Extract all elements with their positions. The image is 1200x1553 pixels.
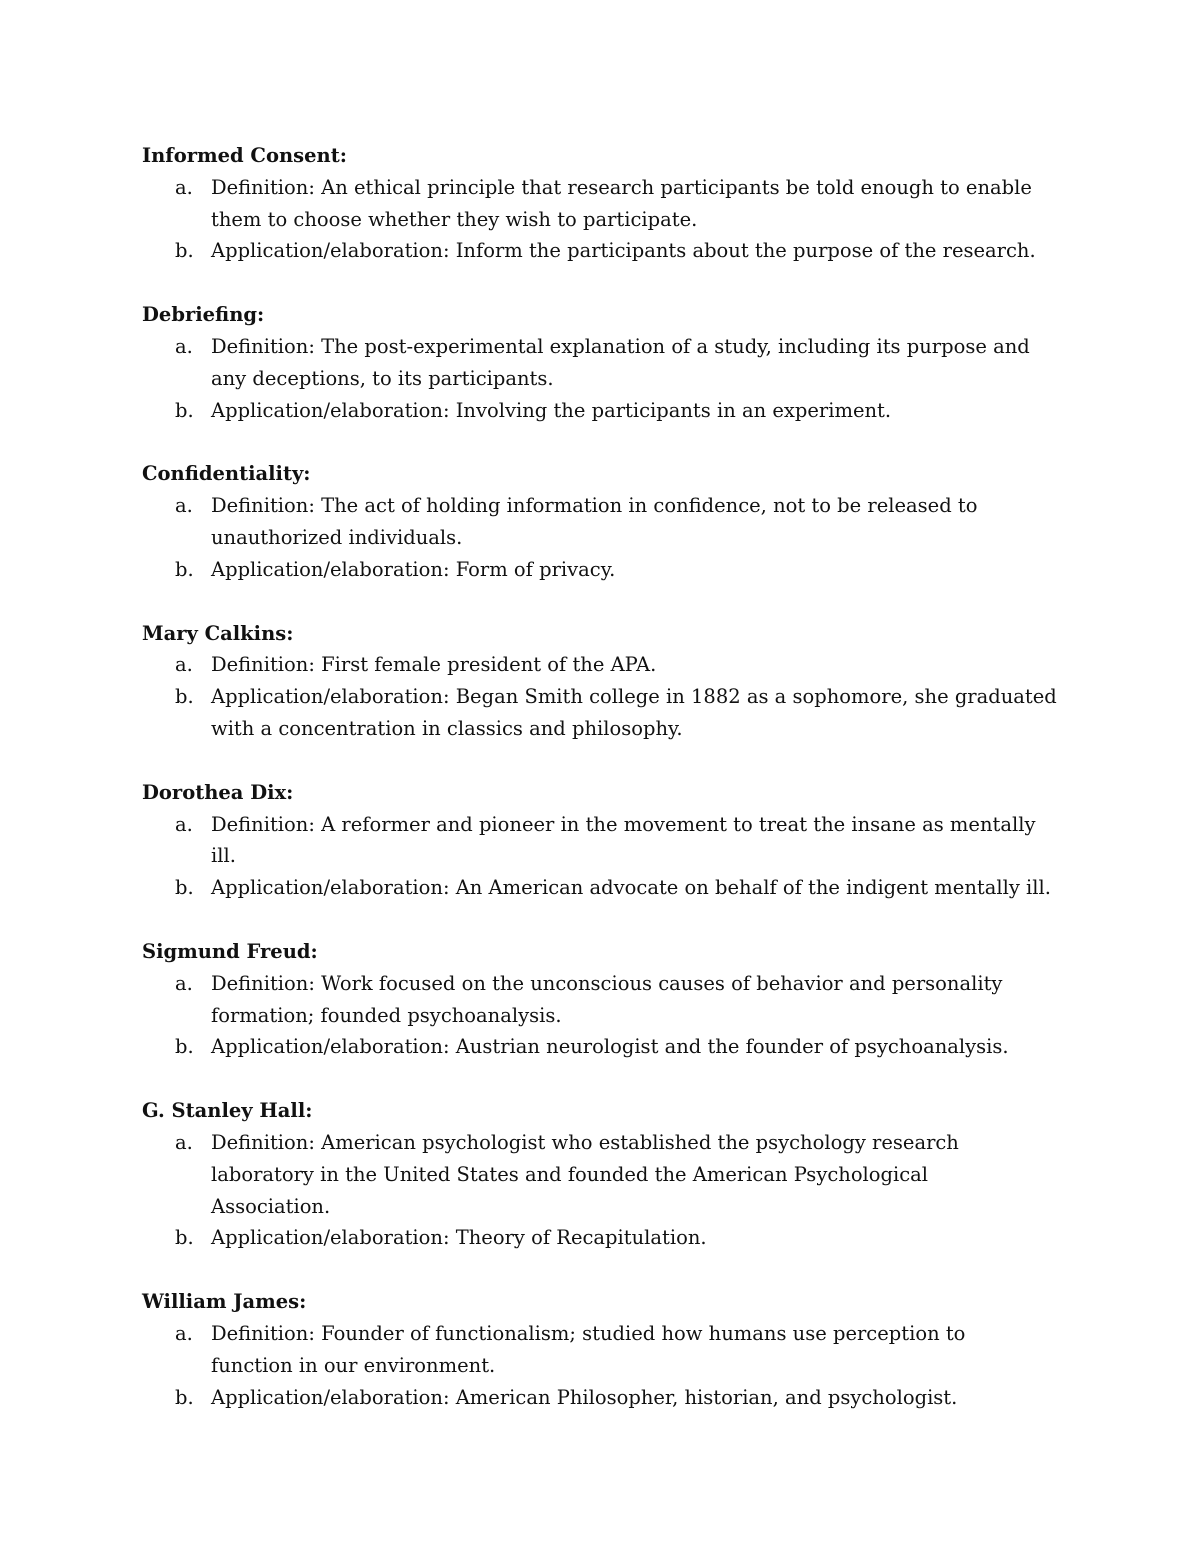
term-section — [142, 936, 1092, 1063]
list-marker: b. — [175, 685, 194, 709]
list-item — [142, 490, 1071, 554]
item-text-line: Definition: The act of holding information in confidence, not to be released to — [211, 494, 978, 518]
item-text-line: Application/elaboration: Austrian neurologist and the founder of psychoanalysis. — [211, 1035, 1009, 1059]
list-item — [142, 235, 1071, 267]
list-item — [142, 809, 1071, 873]
term-items — [142, 172, 1092, 267]
list-marker: b. — [175, 1035, 194, 1059]
list-item — [142, 681, 1071, 745]
item-text-line: them to choose whether they wish to participate. — [211, 207, 698, 231]
term-title: Dorothea Dix: — [142, 780, 294, 804]
term-title: Informed Consent: — [142, 144, 347, 167]
list-item — [142, 1382, 1071, 1414]
list-marker: b. — [175, 557, 194, 581]
item-text-line: with a concentration in classics and philosophy. — [211, 716, 683, 740]
list-marker: a. — [175, 1130, 193, 1154]
term-items — [142, 331, 1092, 426]
list-marker: a. — [175, 1321, 193, 1345]
list-item — [142, 872, 1071, 904]
term-items — [142, 649, 1092, 744]
item-text-line: formation; founded psychoanalysis. — [211, 1003, 562, 1027]
list-item — [142, 1127, 1071, 1222]
list-item — [142, 331, 1071, 395]
item-text-line: Definition: Work focused on the unconscious causes of behavior and personality — [211, 971, 1003, 995]
list-marker: a. — [175, 494, 193, 518]
item-text-line: Association. — [211, 1194, 331, 1218]
list-marker: b. — [175, 1385, 194, 1409]
list-marker: b. — [175, 239, 194, 263]
term-items — [142, 490, 1092, 585]
list-item — [142, 968, 1071, 1032]
term-title: Mary Calkins: — [142, 621, 294, 645]
item-text-line: ill. — [211, 844, 236, 868]
list-marker: b. — [175, 398, 194, 422]
term-title: Confidentiality: — [142, 462, 311, 486]
term-items — [142, 1127, 1092, 1254]
term-items — [142, 968, 1092, 1063]
item-text-line: Application/elaboration: Began Smith college in 1882 as a sophomore, she graduated — [211, 685, 1057, 709]
item-text-line: function in our environment. — [211, 1353, 496, 1377]
list-item — [142, 172, 1071, 236]
list-item — [142, 1318, 1071, 1382]
term-title: Sigmund Freud: — [142, 939, 318, 963]
term-section — [142, 458, 1092, 585]
term-title: G. Stanley Hall: — [142, 1099, 313, 1123]
list-item — [142, 1222, 1071, 1254]
list-marker: a. — [175, 334, 193, 358]
item-text-line: Application/elaboration: An American advocate on behalf of the indigent mentally ill. — [211, 876, 1051, 900]
list-marker: a. — [175, 812, 193, 836]
item-text-line: Application/elaboration: Form of privacy. — [211, 557, 616, 581]
list-item — [142, 1031, 1071, 1063]
item-text-line: Application/elaboration: American Philosopher, historian, and psychologist. — [211, 1385, 958, 1409]
term-items — [142, 1318, 1092, 1413]
list-item — [142, 649, 1071, 681]
list-item — [142, 554, 1071, 586]
item-text-line: Definition: A reformer and pioneer in the movement to treat the insane as mentally — [211, 812, 1036, 836]
term-section — [142, 618, 1092, 745]
list-marker: a. — [175, 971, 193, 995]
term-section — [142, 777, 1092, 904]
list-item — [142, 395, 1071, 427]
term-title: William James: — [142, 1290, 307, 1314]
term-section — [142, 1095, 1092, 1254]
term-section — [142, 299, 1092, 426]
item-text-line: any deceptions, to its participants. — [211, 366, 554, 390]
term-section — [142, 140, 1092, 267]
list-marker: b. — [175, 1226, 194, 1250]
list-marker: a. — [175, 653, 193, 677]
list-marker: b. — [175, 876, 194, 900]
terms-list — [142, 140, 1092, 1445]
term-title: Debriefing: — [142, 303, 265, 327]
term-section — [142, 1286, 1092, 1413]
term-items — [142, 809, 1092, 904]
item-text-line: Application/elaboration: Inform the participants about the purpose of the research. — [211, 239, 1036, 263]
item-text-line: Definition: First female president of the APA. — [211, 653, 657, 677]
item-text-line: Definition: The post-experimental explanation of a study, including its purpose and — [211, 334, 1030, 358]
item-text-line: Definition: American psychologist who established the psychology research — [211, 1130, 959, 1154]
item-text-line: Application/elaboration: Theory of Recapitulation. — [211, 1226, 707, 1250]
item-text-line: unauthorized individuals. — [211, 525, 463, 549]
item-text-line: Definition: Founder of functionalism; studied how humans use perception to — [211, 1321, 966, 1345]
item-text-line: Application/elaboration: Involving the participants in an experiment. — [211, 398, 892, 422]
list-marker: a. — [175, 175, 193, 199]
item-text-line: Definition: An ethical principle that research participants be told enough to enable — [211, 175, 1032, 199]
item-text-line: laboratory in the United States and founded the American Psychological — [211, 1162, 929, 1186]
